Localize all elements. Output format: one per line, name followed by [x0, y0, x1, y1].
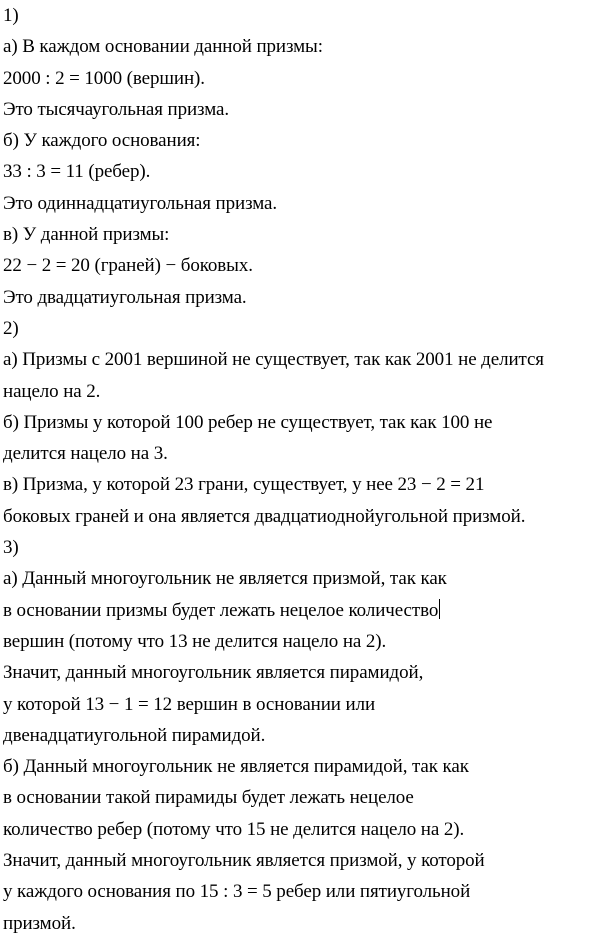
text-line: б) Призмы у которой 100 ребер не существует, так как 100 не — [3, 411, 493, 433]
text-line: у каждого основания по 15 : 3 = 5 ребер или пятиугольной — [3, 881, 471, 903]
text-line: двенадцатиугольной пирамидой. — [3, 724, 266, 746]
text-line: а) В каждом основании данной призмы: — [3, 36, 323, 58]
text-line: 2000 : 2 = 1000 (вершин). — [3, 67, 205, 89]
text-line: делится нацело на 3. — [3, 443, 168, 465]
text-line: б) Данный многоугольник не является пирамидой, так как — [3, 756, 469, 778]
text-line: а) Призмы с 2001 вершиной не существует, так как 2001 не делится — [3, 349, 544, 371]
text-line: Это одиннадцатиугольная призма. — [3, 192, 278, 214]
text-line: б) У каждого основания: — [3, 130, 201, 152]
text-line: 33 : 3 = 11 (ребер). — [3, 161, 151, 183]
text-line: Значит, данный многоугольник является призмой, у которой — [3, 850, 485, 872]
section-2-heading: 2) — [3, 317, 19, 339]
text-line — [3, 595, 601, 626]
solution-text — [3, 0, 601, 939]
text-line: 22 − 2 = 20 (граней) − боковых. — [3, 255, 253, 277]
text-line: Это двадцатиугольная призма. — [3, 286, 247, 308]
text-line: у которой 13 − 1 = 12 вершин в основании или — [3, 693, 376, 715]
text-line: в) Призма, у которой 23 грани, существует, у нее 23 − 2 = 21 — [3, 474, 485, 496]
text-line: Значит, данный многоугольник является пирамидой, — [3, 662, 424, 684]
section-3-heading: 3) — [3, 537, 19, 559]
section-1-heading: 1) — [3, 5, 19, 26]
text-cursor — [439, 599, 440, 619]
text-line: вершин (потому что 13 не делится нацело на 2). — [3, 630, 387, 652]
text-line: призмой. — [3, 912, 76, 934]
text-line: количество ребер (потому что 15 не делится нацело на 2). — [3, 818, 465, 840]
text-line: в) У данной призмы: — [3, 224, 170, 246]
text-line-content: в основании призмы будет лежать нецелое количество — [3, 599, 439, 621]
text-line: боковых граней и она является двадцатиоднойугольной призмой. — [3, 505, 526, 527]
text-line: Это тысячаугольная призма. — [3, 98, 229, 120]
text-line: нацело на 2. — [3, 380, 101, 402]
text-line: а) Данный многоугольник не является призмой, так как — [3, 568, 447, 590]
text-line: в основании такой пирамиды будет лежать нецелое — [3, 787, 414, 809]
